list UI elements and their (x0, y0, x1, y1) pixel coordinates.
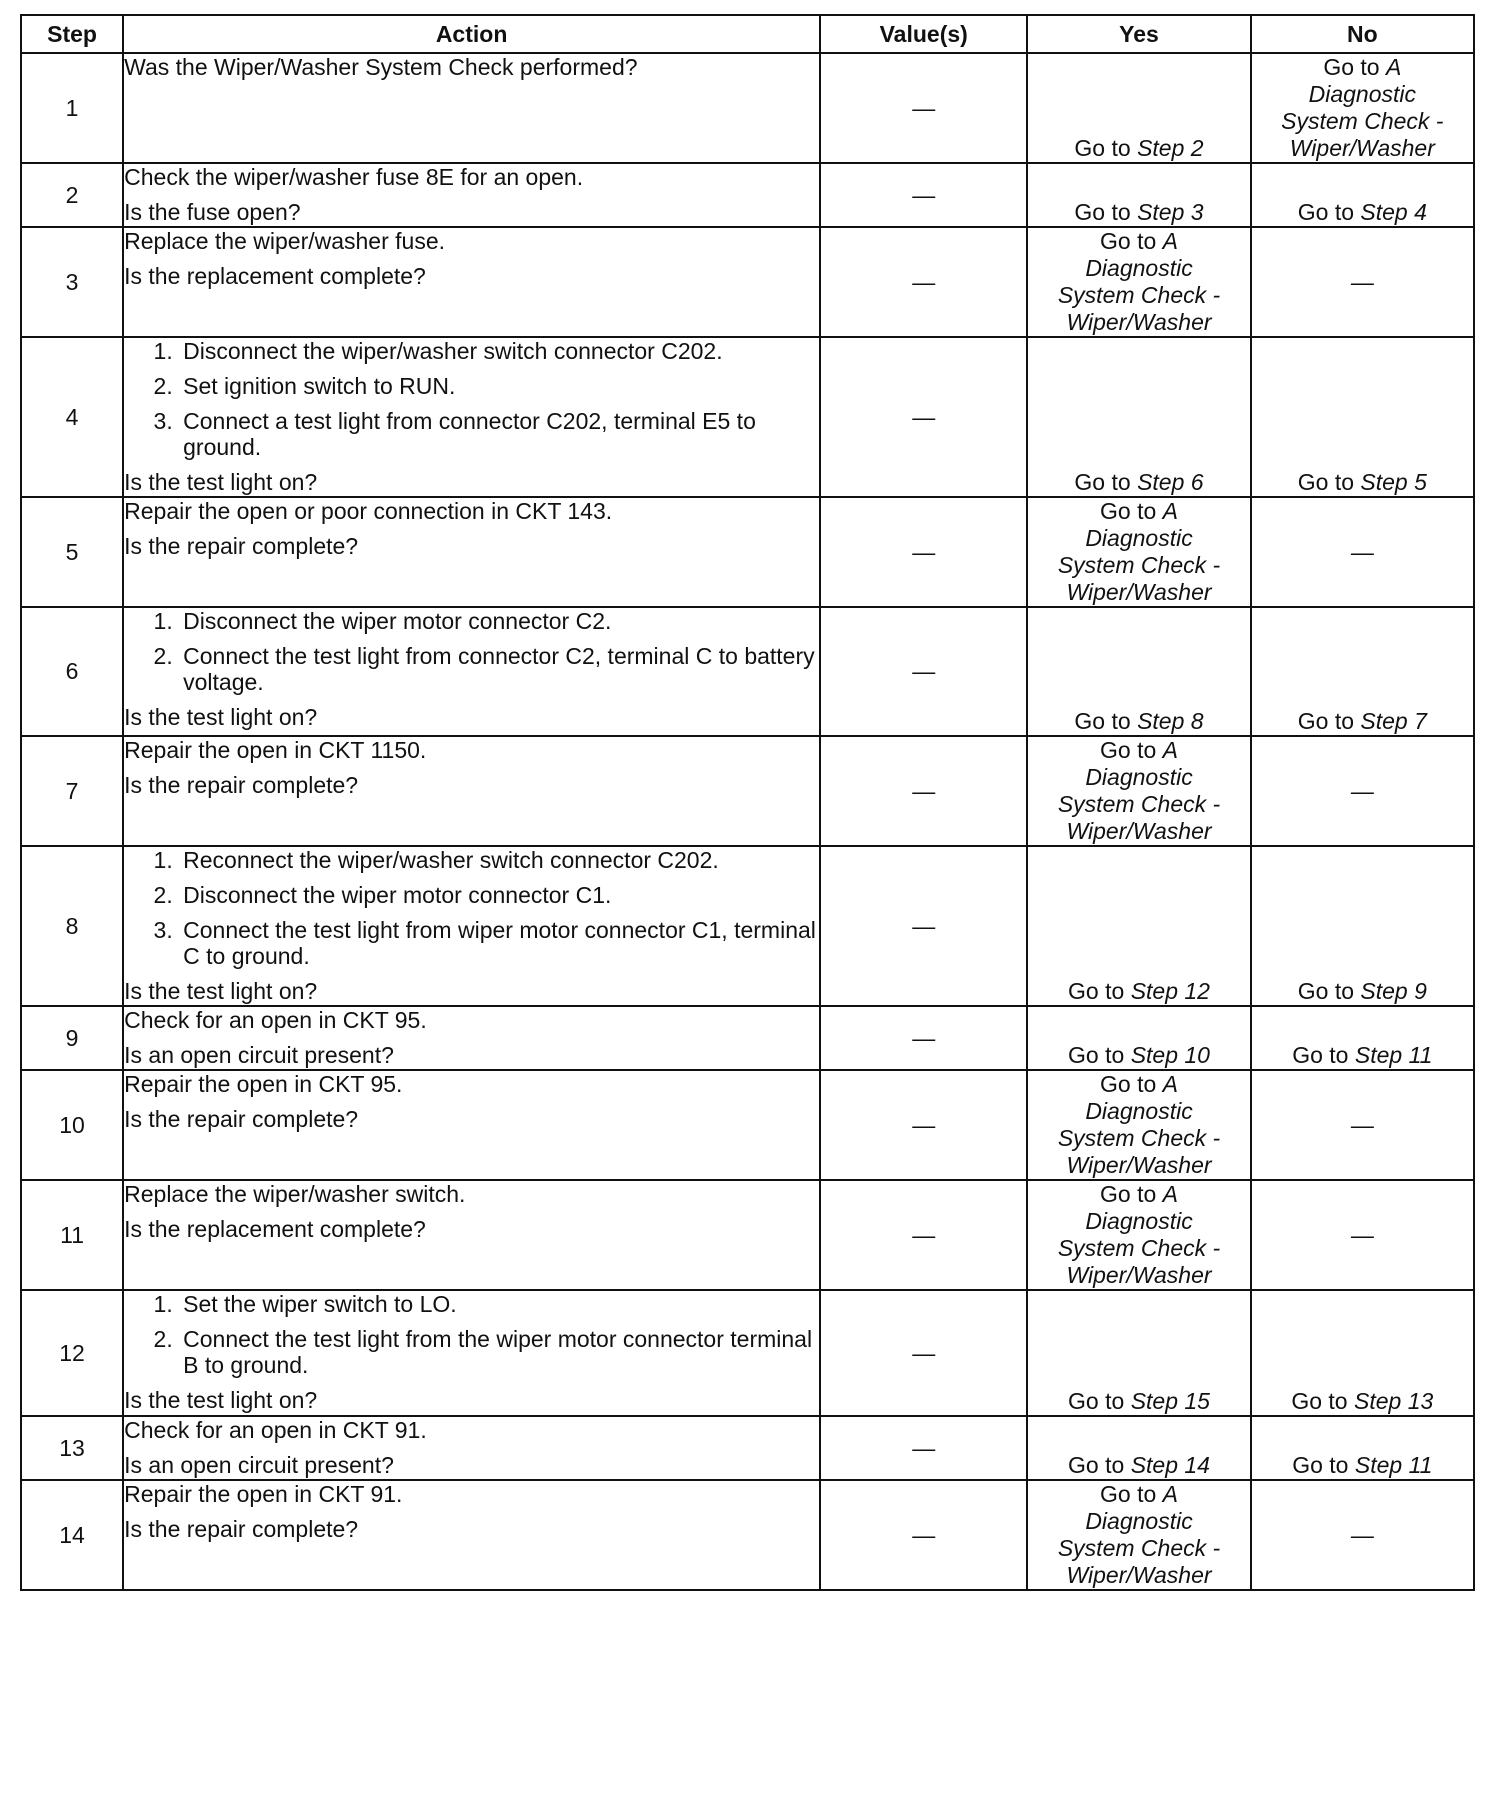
step-number: 11 (21, 1180, 123, 1290)
goto-text (1068, 1452, 1210, 1478)
value-dash: — (912, 181, 936, 208)
goto-prefix: Go to (1297, 708, 1361, 734)
goto-line (1028, 737, 1249, 764)
goto-text (1074, 469, 1203, 495)
action-question: Is the repair complete? (124, 772, 359, 798)
dash-mark: — (1350, 538, 1374, 565)
step-number: 10 (21, 1070, 123, 1180)
action-cell (123, 846, 820, 1006)
yes-cell (1027, 497, 1250, 607)
yes-cell (1027, 163, 1250, 227)
action-question: Is an open circuit present? (124, 1452, 394, 1478)
step-number: 4 (21, 337, 123, 497)
action-question: Is the fuse open? (124, 199, 301, 225)
table-row (21, 337, 1474, 497)
goto-prefix: Go to (1074, 708, 1138, 734)
dash-mark: — (1350, 1221, 1374, 1248)
yes-cell (1027, 736, 1250, 846)
value-dash: — (912, 777, 936, 804)
goto-diag-line: Diagnostic (1085, 1098, 1193, 1124)
goto-diagnostic-ref (1028, 1481, 1249, 1589)
goto-step-ref: Step 6 (1137, 469, 1204, 495)
value-cell (820, 1416, 1027, 1480)
goto-diag-line: Diagnostic (1085, 1508, 1193, 1534)
goto-text (1292, 1042, 1432, 1068)
header-action: Action (123, 15, 820, 53)
goto-step-ref: Step 2 (1137, 135, 1204, 161)
value-cell (820, 53, 1027, 163)
action-text: Replace the wiper/washer fuse. (124, 228, 446, 254)
goto-text (1298, 469, 1427, 495)
goto-line (1028, 498, 1249, 525)
action-substep: 2. Connect the test light from the wiper motor connector terminal B to ground. (179, 1326, 819, 1378)
goto-diag-line: Wiper/Washer (1066, 579, 1212, 605)
goto-diagnostic-ref (1028, 498, 1249, 606)
table-row (21, 607, 1474, 736)
action-substep: 1. Disconnect the wiper/washer switch connector C202. (179, 338, 819, 364)
goto-step-ref: Step 8 (1137, 708, 1204, 734)
goto-diag-line: System Check - (1057, 552, 1221, 578)
goto-step-ref: Step 9 (1360, 978, 1427, 1004)
value-dash: — (912, 1434, 936, 1461)
dash-mark: — (1350, 268, 1374, 295)
action-cell (123, 1070, 820, 1180)
goto-prefix: Go to (1292, 1452, 1355, 1478)
goto-text (1068, 1388, 1210, 1414)
goto-prefix: Go to (1297, 978, 1361, 1004)
action-substep: 3. Connect the test light from wiper motor connector C1, terminal C to ground. (179, 917, 819, 969)
goto-diagnostic-ref (1028, 1071, 1249, 1179)
action-substep: 1. Set the wiper switch to LO. (179, 1291, 819, 1317)
goto-diag-word: A (1162, 1181, 1178, 1207)
table-row (21, 1006, 1474, 1070)
no-cell (1251, 1070, 1474, 1180)
goto-prefix: Go to (1068, 1452, 1131, 1478)
goto-prefix: Go to (1291, 1388, 1354, 1414)
goto-diagnostic-ref (1028, 737, 1249, 845)
action-cell (123, 1006, 820, 1070)
goto-text (1074, 135, 1203, 161)
action-cell (123, 337, 820, 497)
no-cell (1251, 53, 1474, 163)
action-cell (123, 163, 820, 227)
table-row (21, 846, 1474, 1006)
goto-step-ref: Step 12 (1130, 978, 1210, 1004)
value-dash: — (912, 403, 936, 430)
table-row (21, 1180, 1474, 1290)
goto-line (1028, 1181, 1249, 1208)
value-cell (820, 1180, 1027, 1290)
goto-line (1028, 228, 1249, 255)
goto-diag-word: A (1162, 228, 1178, 254)
table-body (21, 53, 1474, 1590)
action-substep: 2. Connect the test light from connector C2, terminal C to battery voltage. (179, 643, 819, 695)
goto-step-ref: Step 5 (1360, 469, 1427, 495)
yes-cell (1027, 607, 1250, 736)
goto-diag-word: A (1385, 54, 1402, 80)
yes-cell (1027, 1006, 1250, 1070)
action-question: Is the replacement complete? (124, 1216, 426, 1242)
goto-diag-line: System Check - (1057, 1125, 1221, 1151)
goto-diag-line: Diagnostic (1085, 255, 1193, 281)
action-substep: 2. Set ignition switch to RUN. (179, 373, 819, 399)
goto-diag-line: Diagnostic (1308, 81, 1417, 107)
action-question: Is an open circuit present? (124, 1042, 394, 1068)
goto-diag-word: A (1162, 498, 1178, 524)
goto-prefix: Go to (1297, 469, 1361, 495)
no-cell (1251, 607, 1474, 736)
action-substep: 1. Disconnect the wiper motor connector C2. (179, 608, 819, 634)
goto-step-ref: Step 10 (1130, 1042, 1210, 1068)
step-number: 2 (21, 163, 123, 227)
action-text: Repair the open in CKT 1150. (124, 737, 427, 763)
no-cell (1251, 1480, 1474, 1590)
step-number: 14 (21, 1480, 123, 1590)
goto-diag-line: Wiper/Washer (1066, 1152, 1212, 1178)
action-question: Is the test light on? (124, 1387, 318, 1413)
goto-prefix: Go to (1100, 1071, 1163, 1097)
action-text: Replace the wiper/washer switch. (124, 1181, 466, 1207)
goto-step-ref: Step 15 (1130, 1388, 1210, 1414)
value-cell (820, 1480, 1027, 1590)
action-substeps (124, 1291, 819, 1378)
value-cell (820, 337, 1027, 497)
action-question: Is the test light on? (124, 978, 318, 1004)
goto-line (1252, 54, 1473, 81)
table-row (21, 1480, 1474, 1590)
goto-diag-line: Wiper/Washer (1066, 309, 1212, 335)
goto-text (1298, 708, 1427, 734)
goto-prefix: Go to (1068, 978, 1131, 1004)
no-cell (1251, 1180, 1474, 1290)
goto-prefix: Go to (1074, 469, 1138, 495)
value-cell (820, 497, 1027, 607)
value-cell (820, 1006, 1027, 1070)
table-row (21, 736, 1474, 846)
action-question: Is the repair complete? (124, 1106, 359, 1132)
value-dash: — (912, 658, 936, 684)
action-question: Is the repair complete? (124, 1516, 359, 1542)
goto-step-ref: Step 14 (1130, 1452, 1210, 1478)
goto-text (1068, 1042, 1210, 1068)
goto-diag-word: A (1162, 1481, 1178, 1507)
step-number: 12 (21, 1290, 123, 1416)
header-step: Step (21, 15, 123, 53)
step-number: 6 (21, 607, 123, 736)
action-cell (123, 53, 820, 163)
action-cell (123, 607, 820, 736)
no-cell (1251, 736, 1474, 846)
step-number: 3 (21, 227, 123, 337)
no-cell (1251, 1006, 1474, 1070)
step-number: 13 (21, 1416, 123, 1480)
goto-text (1298, 978, 1427, 1004)
goto-prefix: Go to (1100, 228, 1163, 254)
action-text: Check for an open in CKT 95. (124, 1007, 427, 1033)
goto-prefix: Go to (1323, 54, 1386, 80)
goto-step-ref: Step 3 (1137, 199, 1204, 225)
yes-cell (1027, 1290, 1250, 1416)
goto-step-ref: Step 11 (1354, 1042, 1433, 1068)
step-number: 9 (21, 1006, 123, 1070)
step-number: 8 (21, 846, 123, 1006)
goto-step-ref: Step 7 (1360, 708, 1427, 734)
goto-diag-line: System Check - (1057, 791, 1221, 817)
goto-text (1074, 708, 1203, 734)
action-substep: 1. Reconnect the wiper/washer switch connector C202. (179, 847, 819, 873)
action-question: Is the repair complete? (124, 533, 359, 559)
table-row (21, 53, 1474, 163)
value-cell (820, 1290, 1027, 1416)
goto-step-ref: Step 4 (1360, 199, 1427, 225)
goto-text (1298, 199, 1427, 225)
yes-cell (1027, 1180, 1250, 1290)
action-question: Is the replacement complete? (124, 263, 426, 289)
value-dash: — (912, 1339, 936, 1366)
action-text: Check the wiper/washer fuse 8E for an open. (124, 164, 584, 190)
no-cell (1251, 163, 1474, 227)
value-dash: — (912, 538, 936, 565)
value-cell (820, 607, 1027, 736)
value-dash: — (912, 1111, 936, 1138)
goto-prefix: Go to (1068, 1042, 1131, 1068)
yes-cell (1027, 846, 1250, 1006)
yes-cell (1027, 1480, 1250, 1590)
goto-diag-line: System Check - (1057, 1235, 1221, 1261)
yes-cell (1027, 1416, 1250, 1480)
goto-diag-line: Diagnostic (1085, 1208, 1193, 1234)
action-question: Is the test light on? (124, 704, 318, 730)
step-number: 5 (21, 497, 123, 607)
action-substep: 3. Connect a test light from connector C202, terminal E5 to ground. (179, 408, 819, 460)
action-cell (123, 1180, 820, 1290)
yes-cell (1027, 337, 1250, 497)
goto-prefix: Go to (1074, 135, 1138, 161)
goto-line (1028, 1071, 1249, 1098)
value-cell (820, 1070, 1027, 1180)
table-row (21, 1070, 1474, 1180)
table-row (21, 1290, 1474, 1416)
goto-diag-line: Wiper/Washer (1289, 135, 1435, 161)
header-row (21, 15, 1474, 53)
no-cell (1251, 1416, 1474, 1480)
goto-prefix: Go to (1292, 1042, 1355, 1068)
goto-diagnostic-ref (1028, 228, 1249, 336)
goto-diagnostic-ref (1028, 1181, 1249, 1289)
no-cell (1251, 846, 1474, 1006)
goto-diag-line: System Check - (1281, 108, 1444, 134)
goto-diag-line: Wiper/Washer (1066, 1562, 1212, 1588)
header-no: No (1251, 15, 1474, 53)
action-cell (123, 736, 820, 846)
action-cell (123, 227, 820, 337)
diagnostic-table (20, 14, 1475, 1591)
no-cell (1251, 1290, 1474, 1416)
goto-step-ref: Step 11 (1354, 1452, 1433, 1478)
action-cell (123, 497, 820, 607)
goto-prefix: Go to (1100, 1181, 1163, 1207)
step-number: 1 (21, 53, 123, 163)
table-row (21, 227, 1474, 337)
table-row (21, 497, 1474, 607)
goto-diag-line: Wiper/Washer (1066, 1262, 1212, 1288)
goto-diag-line: System Check - (1057, 282, 1221, 308)
goto-prefix: Go to (1100, 1481, 1163, 1507)
goto-diagnostic-ref (1252, 54, 1473, 162)
goto-text (1068, 978, 1210, 1004)
table-row (21, 1416, 1474, 1480)
action-text: Was the Wiper/Washer System Check performed? (124, 54, 638, 80)
goto-prefix: Go to (1100, 737, 1163, 763)
yes-cell (1027, 227, 1250, 337)
value-dash: — (912, 94, 936, 121)
action-question: Is the test light on? (124, 469, 318, 495)
action-substep: 2. Disconnect the wiper motor connector C1. (179, 882, 819, 908)
action-cell (123, 1480, 820, 1590)
header-yes: Yes (1027, 15, 1250, 53)
value-dash: — (912, 268, 936, 295)
goto-diag-line: Wiper/Washer (1066, 818, 1212, 844)
dash-mark: — (1350, 1111, 1374, 1138)
action-text: Check for an open in CKT 91. (124, 1417, 427, 1443)
value-dash: — (912, 912, 936, 939)
goto-text (1291, 1388, 1433, 1414)
goto-diag-line: Diagnostic (1085, 525, 1193, 551)
dash-mark: — (1350, 1521, 1374, 1548)
action-substeps (124, 847, 819, 969)
value-cell (820, 227, 1027, 337)
goto-prefix: Go to (1100, 498, 1163, 524)
action-text: Repair the open or poor connection in CKT 143. (124, 498, 613, 524)
dash-mark: — (1350, 777, 1374, 804)
action-text: Repair the open in CKT 95. (124, 1071, 403, 1097)
action-substeps (124, 338, 819, 460)
goto-diag-line: System Check - (1057, 1535, 1221, 1561)
step-number: 7 (21, 736, 123, 846)
yes-cell (1027, 53, 1250, 163)
value-dash: — (912, 1024, 936, 1051)
value-dash: — (912, 1221, 936, 1248)
goto-text (1292, 1452, 1432, 1478)
value-dash: — (912, 1521, 936, 1548)
value-cell (820, 736, 1027, 846)
action-cell (123, 1416, 820, 1480)
table-header (21, 15, 1474, 53)
no-cell (1251, 227, 1474, 337)
goto-text (1074, 199, 1203, 225)
yes-cell (1027, 1070, 1250, 1180)
goto-step-ref: Step 13 (1354, 1388, 1434, 1414)
value-cell (820, 163, 1027, 227)
goto-line (1028, 1481, 1249, 1508)
table-row (21, 163, 1474, 227)
action-text: Repair the open in CKT 91. (124, 1481, 403, 1507)
goto-diag-word: A (1162, 1071, 1178, 1097)
goto-diag-line: Diagnostic (1085, 764, 1193, 790)
goto-prefix: Go to (1068, 1388, 1131, 1414)
goto-prefix: Go to (1297, 199, 1361, 225)
value-cell (820, 846, 1027, 1006)
goto-diag-word: A (1162, 737, 1178, 763)
action-cell (123, 1290, 820, 1416)
no-cell (1251, 497, 1474, 607)
header-values: Value(s) (820, 15, 1027, 53)
action-substeps (124, 608, 819, 695)
no-cell (1251, 337, 1474, 497)
goto-prefix: Go to (1074, 199, 1138, 225)
